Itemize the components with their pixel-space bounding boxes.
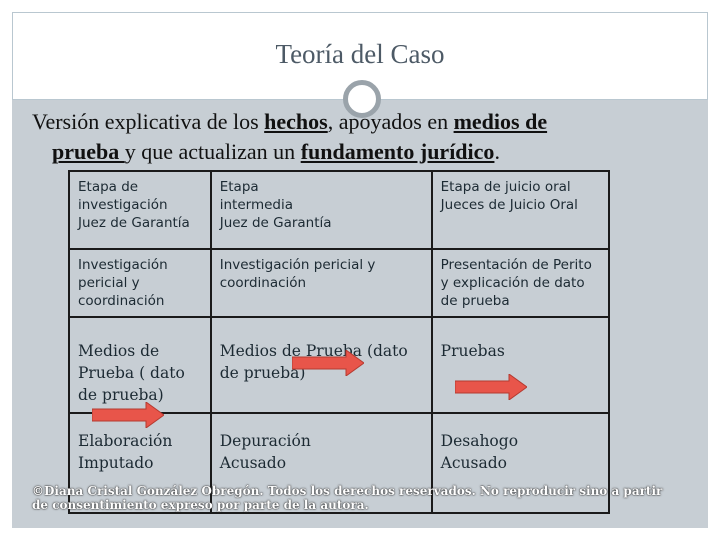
cell-text: Etapa intermedia Juez de Garantía	[219, 179, 332, 231]
table-cell	[69, 171, 211, 249]
cell-text: Medios de Prueba (dato de prueba)	[219, 342, 408, 382]
table-row	[69, 249, 609, 317]
subtitle-text: , apoyados en	[327, 109, 454, 134]
subtitle-hechos: hechos	[264, 109, 328, 134]
copyright-footer: ©Diana Cristal González Obregón. Todos los derechos reservados. No reproducir sino a partir de consentimiento expreso por parte de la autora.	[32, 484, 663, 512]
right-arrow-icon	[292, 350, 364, 376]
cell-text: Medios de Prueba ( dato de prueba)	[78, 342, 185, 404]
cell-text: Etapa de investigación Juez de Garantía	[78, 179, 190, 231]
cell-text: Investigación pericial y coordinación	[219, 257, 376, 291]
cell-text: Investigación pericial y coordinación	[78, 257, 168, 309]
subtitle-text: y que actualizan un	[124, 139, 301, 164]
table-cell	[69, 249, 211, 317]
subtitle-fundamento: fundamento jurídico	[300, 139, 495, 164]
table-cell	[432, 249, 609, 317]
slide-title: Teoría del Caso	[275, 39, 445, 69]
cell-text: Presentación de Perito y explicación de dato de prueba	[440, 257, 592, 309]
cell-text: Desahogo Acusado	[440, 432, 519, 472]
table-cell	[69, 317, 211, 413]
subtitle-prueba: prueba	[52, 139, 125, 164]
process-table	[68, 170, 610, 514]
table-cell	[211, 171, 432, 249]
cell-text: Etapa de juicio oral Jueces de Juicio Oral	[440, 179, 578, 213]
cell-text: Pruebas	[440, 342, 505, 360]
subtitle-text: Versión explicativa de los	[32, 109, 265, 134]
subtitle-medios: medios de	[453, 109, 548, 134]
table-cell	[211, 249, 432, 317]
subtitle-text: .	[494, 139, 500, 164]
cell-text: Elaboración Imputado	[78, 432, 173, 472]
right-arrow-icon	[92, 402, 164, 428]
table-row	[69, 171, 609, 249]
slide-subtitle	[32, 107, 702, 167]
cell-text: Depuración Acusado	[219, 432, 311, 472]
right-arrow-icon	[455, 374, 527, 400]
table-cell	[432, 171, 609, 249]
